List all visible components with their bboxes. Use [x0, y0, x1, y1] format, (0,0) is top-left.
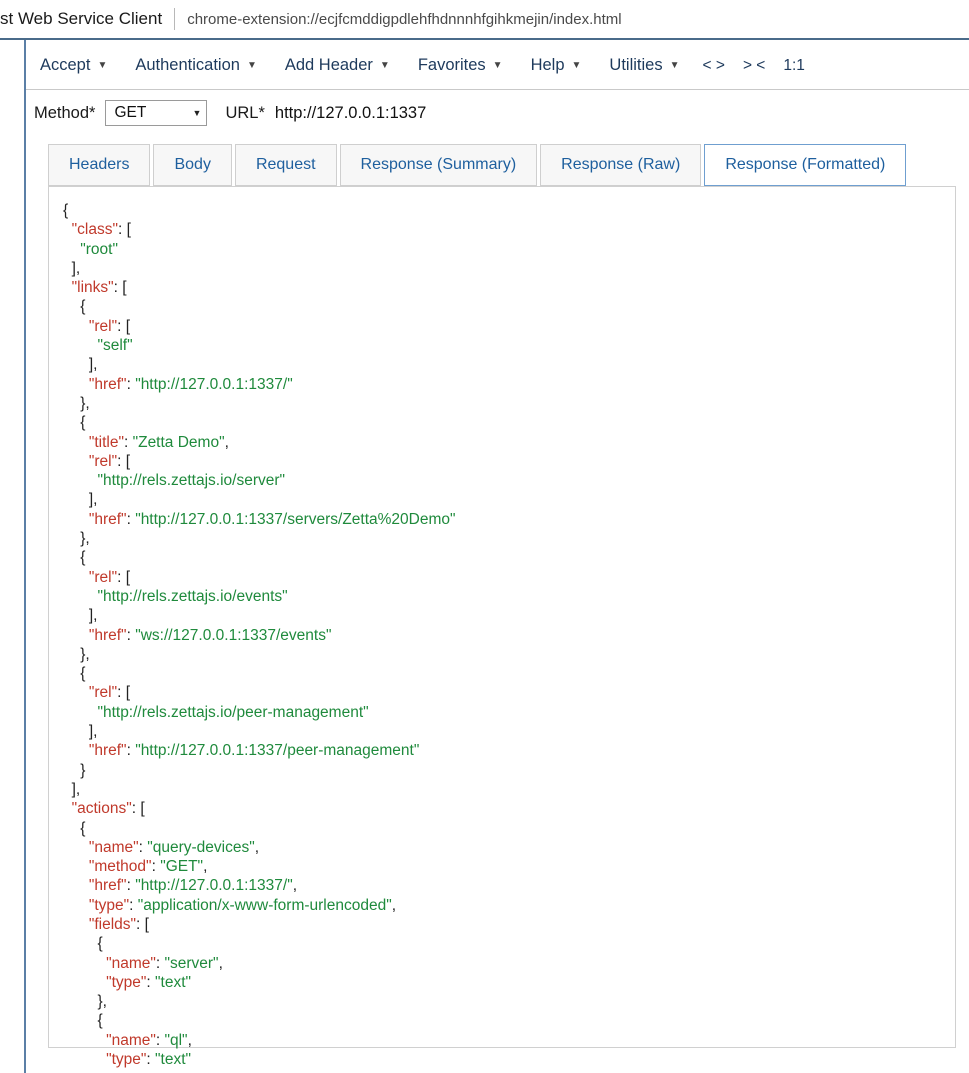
app-title: st Web Service Client	[0, 9, 163, 28]
json-punct	[63, 241, 80, 258]
json-line	[63, 510, 456, 529]
json-punct: :	[138, 838, 148, 856]
json-punct	[63, 569, 89, 586]
menu-accept[interactable]	[26, 42, 121, 89]
json-punct: :	[129, 896, 138, 914]
json-key: "rel"	[88, 317, 118, 335]
json-punct: {	[63, 549, 86, 567]
json-punct: :	[126, 877, 136, 895]
json-punct: {	[63, 819, 86, 837]
menubar	[26, 42, 969, 90]
expand-code-button[interactable]: < >	[702, 56, 725, 74]
json-punct: :	[151, 858, 161, 876]
json-key: "href"	[88, 877, 127, 895]
json-punct	[63, 376, 89, 393]
json-line	[63, 626, 456, 645]
json-punct: : [	[131, 800, 145, 818]
json-punct: : [	[117, 568, 130, 586]
json-punct: : [	[113, 279, 127, 297]
url-input[interactable]: http://127.0.0.1:1337	[274, 103, 427, 122]
json-line	[63, 992, 456, 1011]
json-line	[63, 297, 456, 316]
json-string: "http://rels.zettajs.io/peer-management"	[97, 703, 369, 721]
response-tabs	[48, 144, 956, 186]
menu-add-header[interactable]	[271, 42, 404, 89]
json-punct: :	[146, 973, 156, 991]
json-string: "http://rels.zettajs.io/server"	[97, 472, 286, 490]
method-select-value: GET	[114, 104, 147, 121]
json-punct	[63, 1032, 106, 1049]
json-punct	[63, 839, 89, 856]
json-punct: ],	[63, 723, 98, 741]
json-key: "actions"	[71, 800, 132, 818]
json-punct: ,	[203, 858, 208, 876]
json-line	[63, 606, 456, 625]
json-punct	[63, 627, 89, 644]
json-string: "http://127.0.0.1:1337/servers/Zetta%20Demo"	[135, 510, 456, 528]
json-punct	[63, 974, 106, 991]
menu-accept-label: Accept	[40, 56, 91, 74]
json-punct: ],	[63, 356, 98, 374]
json-line	[63, 220, 456, 239]
extension-url: chrome-extension://ecjfcmddigpdlehfhdnnnhfgihkmejin/index.html	[187, 10, 622, 28]
json-punct: ,	[218, 954, 223, 972]
json-line	[63, 896, 456, 915]
json-punct	[63, 684, 89, 701]
json-line	[63, 394, 456, 413]
json-punct	[63, 858, 89, 875]
json-punct	[63, 453, 89, 470]
json-punct: },	[63, 993, 107, 1011]
json-line	[63, 433, 456, 452]
chevron-down-icon: ▼	[246, 59, 257, 71]
json-punct: :	[126, 626, 136, 644]
method-select[interactable]	[105, 100, 207, 126]
json-line	[63, 780, 456, 799]
json-string: "server"	[164, 954, 219, 972]
json-key: "links"	[71, 279, 114, 297]
json-line	[63, 1011, 456, 1030]
json-punct	[63, 588, 97, 605]
json-punct: : [	[117, 452, 130, 470]
json-string: "http://127.0.0.1:1337/"	[135, 375, 293, 393]
json-punct	[63, 800, 72, 817]
json-punct: {	[63, 202, 69, 219]
json-line	[63, 336, 456, 355]
json-key: "href"	[88, 626, 127, 644]
json-key: "title"	[88, 433, 124, 451]
json-punct	[63, 472, 97, 489]
json-line	[63, 568, 456, 587]
json-string: "text"	[155, 1051, 192, 1069]
json-line	[63, 259, 456, 278]
tab-body[interactable]: Body	[153, 144, 231, 186]
json-string: "Zetta Demo"	[132, 433, 225, 451]
window-titlebar	[0, 0, 969, 40]
json-punct: : [	[136, 915, 149, 933]
json-string: "text"	[155, 973, 192, 991]
json-line	[63, 201, 456, 220]
json-punct	[63, 877, 89, 894]
json-punct	[63, 742, 89, 759]
menu-favorites[interactable]	[404, 42, 517, 89]
json-key: "type"	[88, 896, 130, 914]
json-punct: :	[123, 433, 133, 451]
request-bar	[26, 92, 969, 134]
json-string: "http://rels.zettajs.io/events"	[97, 587, 288, 605]
menu-utilities-label: Utilities	[609, 56, 663, 74]
tab-response-raw[interactable]: Response (Raw)	[540, 144, 701, 186]
json-line	[63, 761, 456, 780]
menu-authentication[interactable]	[121, 42, 270, 89]
chevron-down-icon: ▼	[192, 108, 202, 118]
tab-headers[interactable]: Headers	[48, 144, 150, 186]
json-line	[63, 876, 456, 895]
json-key: "class"	[71, 221, 118, 239]
json-punct: :	[155, 954, 165, 972]
json-punct	[63, 434, 89, 451]
json-punct: : [	[117, 221, 131, 239]
json-string: "query-devices"	[147, 838, 255, 856]
json-string: "root"	[80, 240, 118, 258]
chevron-down-icon: ▼	[669, 59, 680, 71]
response-formatted-panel[interactable]	[48, 186, 956, 1069]
json-punct	[63, 955, 106, 972]
json-punct: ],	[63, 491, 98, 509]
zoom-reset-button[interactable]: 1:1	[783, 56, 805, 74]
json-punct: ],	[63, 780, 81, 798]
json-punct: },	[63, 394, 90, 412]
json-key: "href"	[88, 510, 127, 528]
json-string: "application/x-www-form-urlencoded"	[137, 896, 392, 914]
json-line	[63, 934, 456, 953]
json-punct: {	[63, 298, 86, 316]
json-line	[63, 799, 456, 818]
json-punct	[63, 337, 97, 354]
json-punct: ,	[187, 1031, 192, 1049]
json-punct: : [	[117, 317, 130, 335]
json-string: "http://127.0.0.1:1337/"	[135, 877, 293, 895]
menu-utilities[interactable]	[595, 42, 693, 89]
json-key: "name"	[106, 954, 156, 972]
json-line	[63, 529, 456, 548]
json-key: "rel"	[88, 684, 118, 702]
json-line	[63, 375, 456, 394]
collapse-code-button[interactable]: > <	[742, 56, 766, 74]
json-punct: ,	[224, 433, 229, 451]
json-punct: ,	[254, 838, 260, 856]
json-key: "rel"	[88, 568, 118, 586]
json-punct: {	[63, 1012, 103, 1030]
json-line	[63, 741, 456, 760]
menu-help[interactable]	[517, 42, 596, 89]
chevron-down-icon: ▼	[379, 59, 390, 71]
json-key: "name"	[106, 1031, 156, 1049]
titlebar-divider	[174, 8, 175, 30]
json-line	[63, 413, 456, 432]
json-key: "fields"	[88, 915, 137, 933]
json-punct	[63, 511, 89, 528]
menu-help-label: Help	[530, 56, 565, 74]
json-key: "type"	[106, 973, 147, 991]
tab-response-formatted[interactable]: Response (Formatted)	[704, 144, 906, 186]
json-line	[63, 1050, 456, 1069]
json-line	[63, 278, 456, 297]
json-punct: ,	[391, 896, 397, 914]
json-punct: {	[63, 665, 86, 683]
json-key: "rel"	[88, 452, 118, 470]
json-line	[63, 587, 456, 606]
json-line	[63, 471, 456, 490]
json-key: "method"	[88, 858, 152, 876]
json-line	[63, 819, 456, 838]
json-line	[63, 703, 456, 722]
url-label: URL*	[225, 103, 265, 122]
json-punct: {	[63, 935, 103, 953]
tab-request[interactable]: Request	[235, 144, 337, 186]
json-line	[63, 722, 456, 741]
json-line	[63, 452, 456, 471]
json-punct	[63, 897, 89, 914]
json-punct: :	[126, 375, 136, 393]
json-punct: },	[63, 645, 90, 663]
json-line	[63, 548, 456, 567]
json-line	[63, 664, 456, 683]
json-line	[63, 857, 456, 876]
json-punct	[63, 1051, 106, 1068]
json-punct	[63, 916, 89, 933]
json-punct	[63, 279, 72, 296]
json-line	[63, 1031, 456, 1050]
json-punct: },	[63, 530, 90, 548]
json-string: "GET"	[160, 858, 204, 876]
json-punct: ,	[292, 877, 298, 895]
json-key: "href"	[88, 375, 127, 393]
chevron-down-icon: ▼	[492, 59, 503, 71]
json-string: "self"	[97, 337, 133, 355]
json-punct: : [	[117, 684, 130, 702]
json-string: "http://127.0.0.1:1337/peer-management"	[135, 742, 420, 760]
json-punct	[63, 221, 72, 238]
json-line	[63, 954, 456, 973]
json-line	[63, 973, 456, 992]
json-punct: {	[63, 414, 86, 432]
chevron-down-icon: ▼	[97, 59, 108, 71]
menu-add-header-label: Add Header	[284, 56, 373, 74]
json-string: "ql"	[164, 1031, 188, 1049]
menu-favorites-label: Favorites	[417, 56, 486, 74]
json-line	[63, 490, 456, 509]
json-response-body	[63, 201, 456, 1069]
json-punct: :	[155, 1031, 165, 1049]
json-line	[63, 838, 456, 857]
json-punct: }	[63, 761, 86, 779]
menu-authentication-label: Authentication	[135, 56, 240, 74]
json-punct	[63, 704, 97, 721]
json-line	[63, 240, 456, 259]
json-line	[63, 355, 456, 374]
json-punct	[63, 318, 89, 335]
json-line	[63, 915, 456, 934]
json-punct: ],	[63, 607, 98, 625]
json-punct: :	[126, 510, 136, 528]
json-line	[63, 317, 456, 336]
json-string: "ws://127.0.0.1:1337/events"	[135, 626, 332, 644]
json-line	[63, 683, 456, 702]
json-line	[63, 645, 456, 664]
tab-response-summary[interactable]: Response (Summary)	[340, 144, 538, 186]
json-punct: :	[126, 742, 136, 760]
json-key: "name"	[88, 838, 139, 856]
json-key: "type"	[106, 1051, 147, 1069]
chevron-down-icon: ▼	[571, 59, 582, 71]
json-punct: :	[146, 1051, 156, 1069]
method-label: Method*	[34, 103, 96, 122]
json-key: "href"	[88, 742, 127, 760]
json-punct: ],	[63, 259, 81, 277]
